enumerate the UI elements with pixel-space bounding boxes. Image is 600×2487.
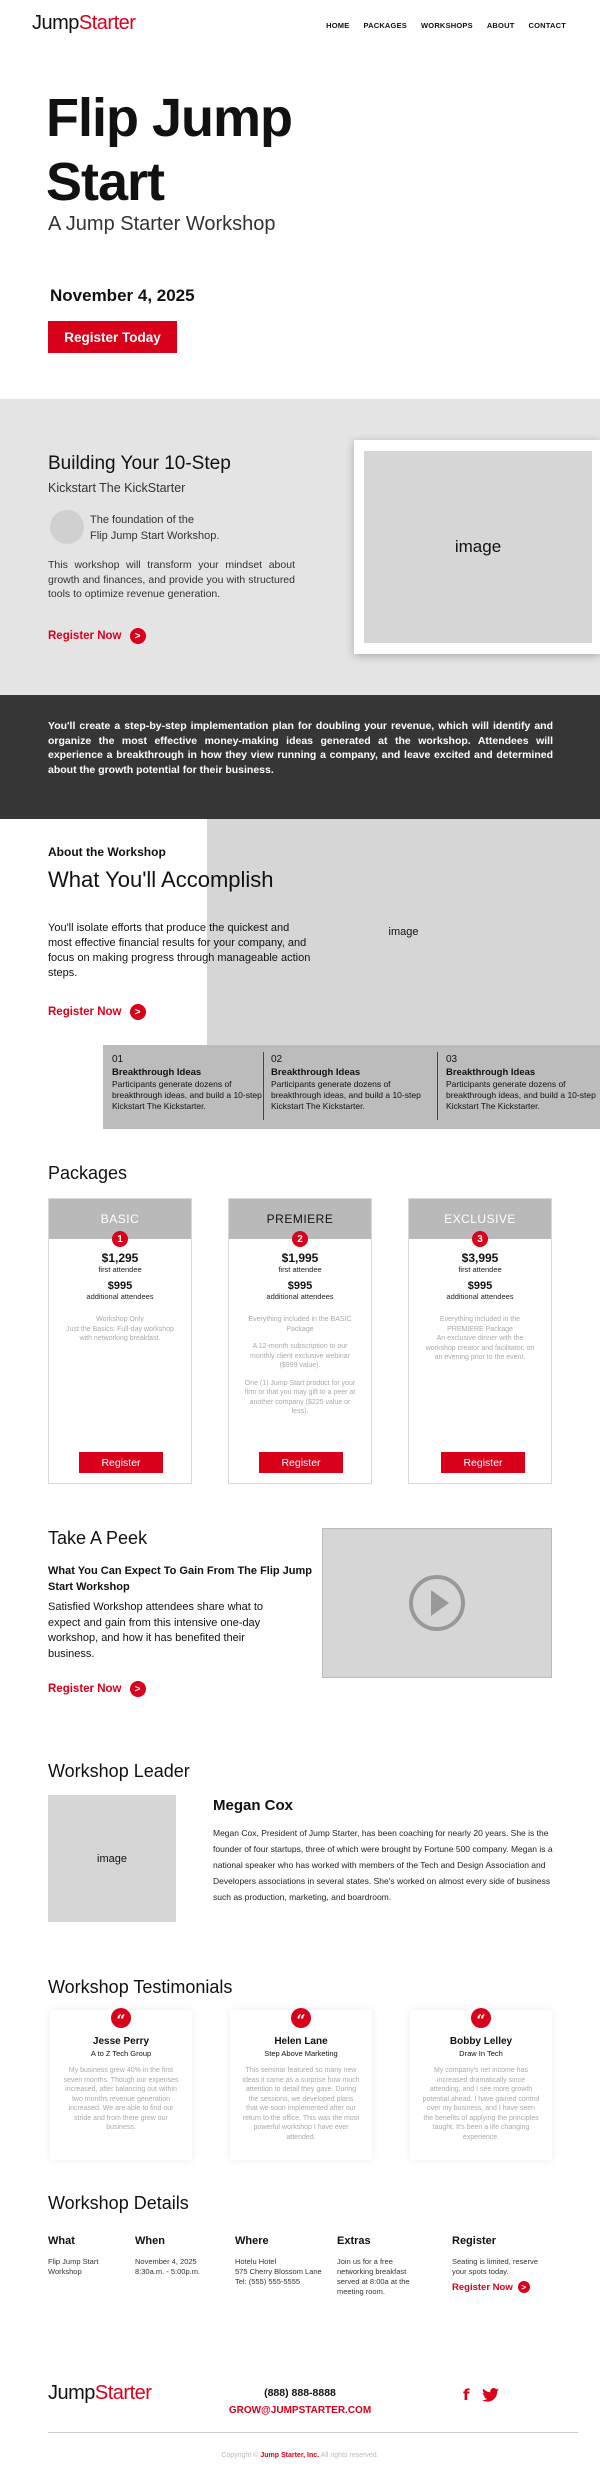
peek-register-link[interactable] (48, 1681, 146, 1697)
details-when-heading: When (135, 2235, 165, 2247)
step-1-title: Breakthrough Ideas (112, 1067, 202, 1078)
dark-band-text: You'll create a step-by-step implementation plan for doubling your revenue, which will identify and organize the most effective money-making ideas generated at the workshop. Attendees will experience a breakthrough in how they view running a company, and leave excited and determined about the growth potential for their business. (48, 720, 553, 776)
copyright-brand[interactable]: Jump Starter, Inc. (260, 2452, 320, 2459)
peek-subtitle: What You Can Expect To Gain From The Flip Jump Start Workshop (48, 1565, 313, 1593)
details-where-venue: Hotelu Hotel (235, 2257, 277, 2266)
details-register-text: Seating is limited, reserve your spots today. (452, 2257, 538, 2276)
package-premiere-register-button[interactable]: Register (259, 1452, 343, 1473)
copyright-post: All rights reserved. (320, 2452, 379, 2459)
step-2-num: 02 (271, 1054, 283, 1065)
play-icon[interactable] (407, 1573, 467, 1633)
step-2 (271, 1054, 421, 1112)
testimonial-card (230, 2010, 372, 2160)
footer-logo-part1: Jump (48, 2382, 95, 2404)
hero-title-line1: Flip Jump (46, 88, 292, 148)
footer-phone: (888) 888-8888 (264, 2387, 336, 2399)
package-exclusive-desc2: An exclusive dinner with the workshop creator and facilitator, on an evening prior to the event. (425, 1335, 535, 1361)
testimonial-name: Bobby Lelley (449, 2036, 513, 2047)
arrow-right-icon: > (518, 2281, 530, 2293)
package-basic (48, 1198, 192, 1484)
testimonials-title: Workshop Testimonials (48, 1977, 233, 1997)
step-3-num: 03 (446, 1054, 458, 1065)
leader-title: Workshop Leader (48, 1761, 190, 1781)
details-when-time: 8:30a.m. - 5:00p.m. (135, 2267, 201, 2276)
step-1-num: 01 (112, 1054, 124, 1065)
about-eyebrow: About the Workshop (48, 845, 166, 859)
step-3-title: Breakthrough Ideas (446, 1067, 536, 1078)
building-subtitle: Kickstart The KickStarter (48, 481, 186, 495)
details-where-heading: Where (235, 2235, 269, 2247)
footer-email[interactable]: GROW@JUMPSTARTER.COM (228, 2405, 372, 2416)
package-basic-register-button[interactable]: Register (79, 1452, 163, 1473)
details-register-heading: Register (452, 2235, 497, 2247)
details-extras-text: Join us for a free networking breakfast served at 8:00a at the meeting room. (337, 2257, 410, 2296)
logo-part1: Jump (32, 12, 79, 34)
twitter-icon[interactable] (482, 2388, 499, 2402)
step-3 (446, 1054, 596, 1112)
package-basic-price: $1,295 (101, 1251, 139, 1265)
details-register (452, 2235, 552, 2293)
peek-register-label: Register Now (48, 1683, 122, 1695)
logo[interactable] (32, 12, 135, 35)
hero-title-line2: Start (46, 152, 165, 212)
about-title: What You'll Accomplish (48, 867, 274, 892)
details-register-label: Register Now (452, 2281, 513, 2293)
package-basic-desc1: Workshop Only (96, 1316, 144, 1323)
testimonial-card (50, 2010, 192, 2160)
building-register-link[interactable] (48, 628, 146, 644)
testimonial-name: Helen Lane (274, 2036, 328, 2047)
testimonial-text: This seminar featured so many new ideas it came as a surprise how much attention to detail they gave. During the sessions, we developed plans that we soon implemented after our return to the office. This was the most powerful workshop I have ever attended. (242, 2067, 360, 2141)
details-extras (337, 2235, 417, 2297)
package-basic-number: 1 (112, 1231, 128, 1247)
details-what (48, 2235, 128, 2277)
register-today-button[interactable]: Register Today (48, 321, 177, 353)
peek-title: Take A Peek (48, 1528, 148, 1548)
details-where-address: 575 Cherry Blossom Lane (235, 2267, 322, 2276)
details-extras-heading: Extras (337, 2235, 371, 2247)
step-divider (263, 1052, 264, 1120)
package-premiere-desc3: One (1) Jump Start product for your firm or that you may gift to a peer at another company ($225 value or less). (244, 1379, 356, 1415)
package-basic-desc2: Just the Basics: Full-day workshop with networking breakfast. (66, 1325, 174, 1342)
hero-title (46, 86, 292, 214)
about-register-label: Register Now (48, 1006, 122, 1018)
package-exclusive-add-price: $995 (467, 1280, 493, 1292)
package-exclusive-number: 3 (472, 1231, 488, 1247)
leader-image: image (48, 1795, 176, 1922)
package-premiere-add-price: $995 (287, 1280, 313, 1292)
package-exclusive (408, 1198, 552, 1484)
testimonial-role: A to Z Tech Group (90, 2049, 152, 2058)
package-premiere-number: 2 (292, 1231, 308, 1247)
about-register-link[interactable] (48, 1004, 146, 1020)
event-date: November 4, 2025 (50, 286, 195, 305)
quote-icon: “ (291, 2008, 311, 2028)
copyright-pre: Copyright © (221, 2452, 259, 2459)
copyright (150, 2452, 450, 2459)
step-2-title: Breakthrough Ideas (271, 1067, 361, 1078)
details-what-heading: What (48, 2235, 75, 2247)
foundation-line1: The foundation of the (90, 514, 194, 526)
step-2-text: Participants generate dozens of breakthrough ideas, and build a 10-step Kickstart The Kickstarter. (271, 1079, 421, 1111)
step-3-text: Participants generate dozens of breakthrough ideas, and build a 10-step Kickstart The Kickstarter. (446, 1079, 596, 1111)
testimonial-text: My business grew 40% in the first seven months. Though our expenses increased, after balancing out within two months revenue generation increased. We are able to find our stride and from there grew our business. (63, 2067, 179, 2131)
package-exclusive-add-note: additional attendees (446, 1292, 514, 1301)
package-exclusive-register-button[interactable]: Register (441, 1452, 525, 1473)
footer-logo[interactable] (48, 2382, 151, 2405)
testimonial-card (410, 2010, 552, 2160)
nav-about[interactable]: ABOUT (486, 21, 515, 30)
footer-logo-part2: Starter (94, 2382, 152, 2404)
details-when-date: November 4, 2025 (135, 2257, 197, 2266)
details-when (135, 2235, 215, 2277)
package-premiere-name: PREMIERE (229, 1199, 371, 1239)
facebook-icon[interactable]: f (463, 2386, 470, 2404)
about-image: image (207, 819, 600, 1045)
peek-body: Satisfied Workshop attendees share what to expect and gain from this intensive one-day workshop, and how it has benefited their business. (48, 1601, 264, 1660)
step-1-text: Participants generate dozens of breakthrough ideas, and build a 10-step Kickstart The Kickstarter. (112, 1079, 262, 1111)
quote-icon: “ (111, 2008, 131, 2028)
main-nav (326, 21, 566, 30)
nav-workshops[interactable]: WORKSHOPS (421, 21, 473, 30)
testimonial-name: Jesse Perry (92, 2036, 150, 2047)
about-body: You'll isolate efforts that produce the quickest and most effective financial results for your company, and focus on making progress through manageable action steps. (48, 922, 311, 979)
package-basic-add-price: $995 (107, 1280, 133, 1292)
building-title: Building Your 10-Step (48, 453, 231, 474)
package-exclusive-desc1: Everything included in the PREMIERE Package (439, 1316, 521, 1333)
packages-title: Packages (48, 1163, 128, 1183)
quote-icon: “ (471, 2008, 491, 2028)
package-basic-price-note: first attendee (98, 1265, 142, 1274)
leader-name: Megan Cox (213, 1797, 294, 1814)
step-divider (437, 1052, 438, 1120)
step-1 (112, 1054, 262, 1112)
avatar (50, 510, 84, 544)
package-premiere-price-note: first attendee (278, 1265, 322, 1274)
package-premiere-price: $1,995 (281, 1251, 319, 1265)
hero-subtitle: A Jump Starter Workshop (48, 213, 276, 235)
details-what-text: Flip Jump Start Workshop (48, 2257, 99, 2276)
arrow-right-icon: > (130, 1681, 146, 1697)
footer-divider (48, 2432, 578, 2433)
details-where-phone: Tel: (555) 555-5555 (235, 2277, 301, 2286)
package-exclusive-price: $3,995 (461, 1251, 499, 1265)
package-exclusive-price-note: first attendee (458, 1265, 502, 1274)
package-exclusive-name: EXCLUSIVE (409, 1199, 551, 1239)
package-premiere (228, 1198, 372, 1484)
testimonial-role: Draw In Tech (459, 2049, 503, 2058)
building-register-label: Register Now (48, 630, 122, 642)
building-body: This workshop will transform your mindset about growth and finances, and provide you with structured tools to optimize revenue generation. (48, 559, 295, 600)
nav-home[interactable]: HOME (326, 21, 350, 30)
nav-packages[interactable]: PACKAGES (363, 21, 407, 30)
arrow-right-icon: > (130, 628, 146, 644)
details-title: Workshop Details (48, 2193, 189, 2213)
package-premiere-desc1: Everything included in the BASIC Package (248, 1316, 352, 1333)
nav-contact[interactable]: CONTACT (528, 21, 566, 30)
logo-part2: Starter (78, 12, 136, 34)
foundation-line2: Flip Jump Start Workshop. (90, 530, 220, 542)
leader-bio: Megan Cox, President of Jump Starter, has been coaching for nearly 20 years. She is the founder of four startups, three of which were brought by Fortune 500 company. Megan is a national speaker who has worked with members of the Tech and Design Association and Developers associations in several states. She's worked on almost every side of business such as production, marketing, and boardroom. (213, 1828, 553, 1902)
details-register-link[interactable] (452, 2281, 552, 2293)
package-premiere-add-note: additional attendees (266, 1292, 334, 1301)
details-where (235, 2235, 330, 2287)
foundation-text (90, 512, 219, 544)
building-image: image (364, 451, 592, 643)
video-player[interactable] (322, 1528, 552, 1678)
package-basic-name: BASIC (49, 1199, 191, 1239)
testimonial-text: My company's net income has increased dramatically since attending, and I see more growth potential ahead. I have gained control over my business, and I have seen the benefits of applying the principles taught. It's been a life changing experience. (422, 2067, 540, 2141)
package-basic-add-note: additional attendees (86, 1292, 154, 1301)
arrow-right-icon: > (130, 1004, 146, 1020)
testimonial-role: Step Above Marketing (264, 2049, 338, 2058)
package-premiere-desc2: A 12-month subscription to our monthly client exclusive webinar ($999 value). (250, 1343, 350, 1369)
